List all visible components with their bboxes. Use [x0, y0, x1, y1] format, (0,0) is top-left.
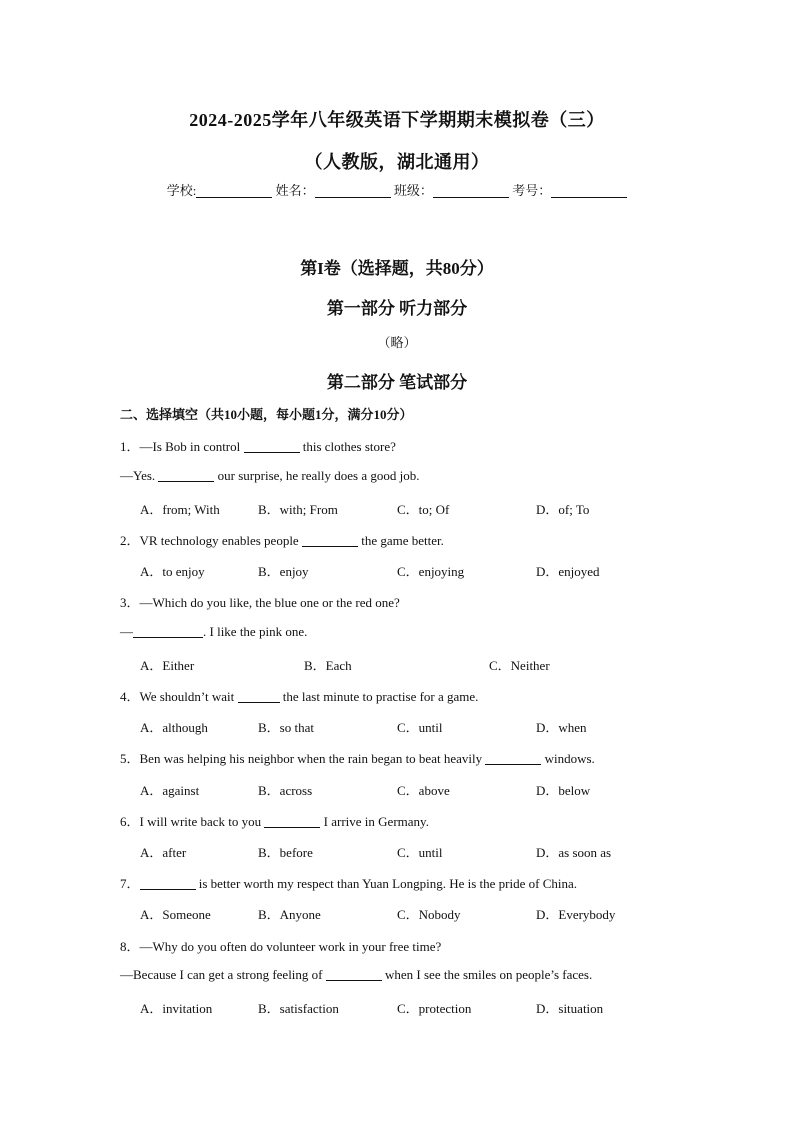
answer-blank[interactable] [238, 689, 280, 703]
answer-blank[interactable] [326, 967, 382, 981]
option-a[interactable]: A．against [140, 783, 200, 798]
option-a[interactable]: A．to enjoy [140, 564, 205, 579]
answer-blank[interactable] [244, 439, 300, 453]
question-text: 3．—Which do you like, the blue one or the red one? [120, 595, 400, 610]
part1-title: 第一部分 听力部分 [326, 299, 468, 318]
exam-title: 2024-2025学年八年级英语下学期期末模拟卷（三） [189, 110, 605, 130]
question-text: the last minute to practise for a game. [279, 689, 479, 704]
option-d[interactable]: D．Everybody [536, 907, 616, 922]
option-d[interactable]: D．enjoyed [536, 564, 600, 579]
exam-no-label: 考号： [512, 183, 552, 198]
option-d[interactable]: D．below [536, 783, 591, 798]
option-b[interactable]: B．Anyone [258, 907, 321, 922]
answer-blank[interactable] [133, 624, 203, 638]
volume-title: 第I卷（选择题，共80分） [300, 259, 494, 278]
answer-blank[interactable] [264, 814, 320, 828]
question-text: 2．VR technology enables people [120, 533, 302, 548]
exam-no-blank[interactable] [551, 183, 627, 198]
option-b[interactable]: B．before [258, 845, 313, 860]
question-text: I arrive in Germany. [320, 814, 429, 829]
question-7-line-1 [120, 873, 577, 892]
name-label: 姓名： [275, 183, 315, 198]
option-d[interactable]: D．as soon as [536, 845, 612, 860]
question-5-line-1 [120, 748, 595, 767]
option-c[interactable]: C．until [397, 720, 443, 735]
question-3-line-2 [120, 624, 307, 640]
part1-omitted-note: （略） [377, 335, 417, 350]
answer-blank[interactable] [302, 533, 358, 547]
question-text: 6．I will write back to you [120, 814, 265, 829]
option-b[interactable]: B．with; From [258, 502, 338, 517]
question-text: —Yes. [120, 468, 159, 483]
answer-blank[interactable] [158, 468, 214, 482]
option-a[interactable]: A．Someone [140, 907, 211, 922]
question-text: windows. [541, 751, 595, 766]
question-3-line-1 [120, 592, 400, 611]
question-text: is better worth my respect than Yuan Longping. He is the pride of China. [195, 876, 578, 891]
option-a[interactable]: A．invitation [140, 1001, 213, 1016]
option-b[interactable]: B．Each [304, 658, 352, 673]
option-c[interactable]: C．enjoying [397, 564, 465, 579]
option-c[interactable]: C．until [397, 845, 443, 860]
section-title: 二、选择填空（共10小题，每小题1分，满分10分） [120, 407, 413, 422]
question-text: the game better. [357, 533, 444, 548]
option-c[interactable]: C．above [397, 783, 450, 798]
question-text: 1．—Is Bob in control [120, 439, 244, 454]
answer-blank[interactable] [485, 751, 541, 765]
question-8-line-2 [120, 967, 592, 983]
class-blank[interactable] [433, 183, 509, 198]
part2-title: 第二部分 笔试部分 [326, 373, 468, 392]
question-text: 8．—Why do you often do volunteer work in your free time? [120, 939, 442, 954]
question-text: when I see the smiles on people’s faces. [381, 967, 593, 982]
answer-blank[interactable] [140, 876, 196, 890]
question-4-line-1 [120, 686, 478, 705]
option-a[interactable]: A．Either [140, 658, 195, 673]
question-text: this clothes store? [299, 439, 396, 454]
option-a[interactable]: A．after [140, 845, 187, 860]
option-d[interactable]: D．of; To [536, 502, 590, 517]
option-b[interactable]: B．satisfaction [258, 1001, 339, 1016]
name-blank[interactable] [315, 183, 391, 198]
student-info-row [0, 180, 794, 199]
option-d[interactable]: D．when [536, 720, 587, 735]
option-c[interactable]: C．Neither [489, 658, 550, 673]
question-text: . I like the pink one. [203, 624, 308, 639]
class-label: 班级： [393, 183, 433, 198]
question-1-line-2 [120, 468, 419, 484]
option-c[interactable]: C．protection [397, 1001, 472, 1016]
question-1-line-1 [120, 436, 396, 455]
school-label: 学校: [166, 183, 197, 198]
option-b[interactable]: B．enjoy [258, 564, 309, 579]
question-text: 7． [120, 876, 140, 891]
question-text: — [120, 624, 133, 639]
school-blank[interactable] [196, 183, 272, 198]
question-text: 5．Ben was helping his neighbor when the rain began to beat heavily [120, 751, 486, 766]
option-b[interactable]: B．so that [258, 720, 314, 735]
question-text: our surprise, he really does a good job. [214, 468, 420, 483]
question-text: 4．We shouldn’t wait [120, 689, 238, 704]
question-6-line-1 [120, 811, 429, 830]
option-c[interactable]: C．Nobody [397, 907, 461, 922]
option-a[interactable]: A．although [140, 720, 208, 735]
option-b[interactable]: B．across [258, 783, 313, 798]
question-text: —Because I can get a strong feeling of [120, 967, 326, 982]
option-a[interactable]: A．from; With [140, 502, 220, 517]
exam-subtitle: （人教版，湖北通用） [304, 152, 490, 172]
question-8-line-1 [120, 936, 441, 955]
option-d[interactable]: D．situation [536, 1001, 604, 1016]
question-2-line-1 [120, 530, 444, 549]
option-c[interactable]: C．to; Of [397, 502, 450, 517]
